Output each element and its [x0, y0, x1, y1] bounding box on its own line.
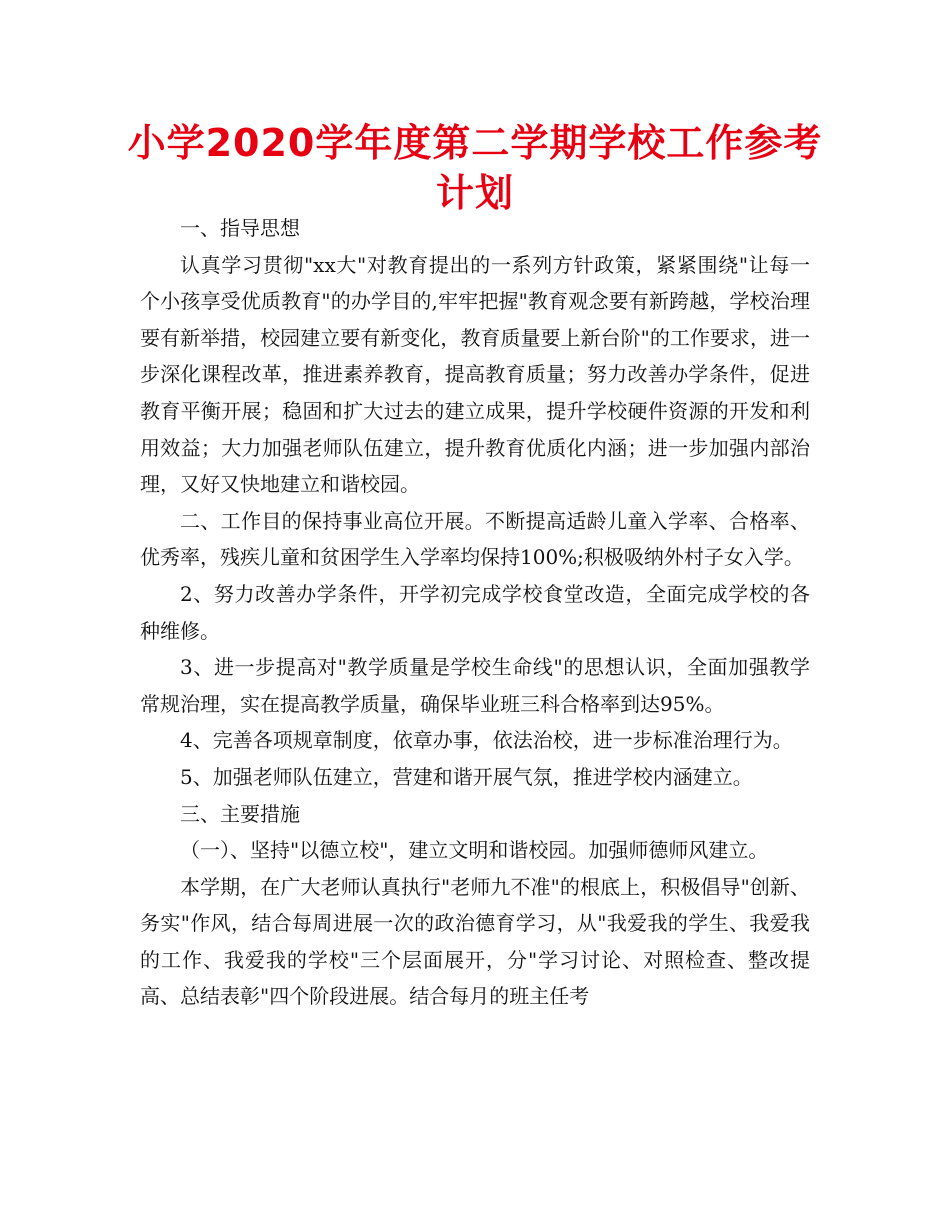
paragraph-work-goal: 二、工作目的保持事业高位开展。不断提高适龄儿童入学率、合格率、优秀率，残疾儿童和贫困学生入学率均保持100%;积极吸纳外村子女入学。 [140, 508, 810, 570]
paragraph-goal-3: 3、进一步提高对"教学质量是学校生命线"的思想认识，全面加强教学常规治理，实在提高教学质量，确保毕业班三科合格率到达95%。 [140, 655, 810, 716]
document-body [140, 210, 810, 1015]
section-heading-main-measures: 三、主要措施 [180, 801, 300, 826]
paragraph-goal-4: 4、完善各项规章制度，依章办事，依法治校，进一步标准治理行为。 [180, 728, 793, 753]
document-title: 小学2020学年度第二学期学校工作参考计划 [127, 121, 823, 215]
section-heading-guiding-thought: 一、指导思想 [180, 216, 300, 240]
paragraph-guiding-thought: 认真学习贯彻"xx大"对教育提出的一系列方针政策，紧紧围绕"让每一个小孩享受优质教育"的办学目的,牢牢把握"教育观念要有新跨越，学校治理要有新举措，校园建立要有新变化，教育质量要上新台阶"的工作要求，进一步深化课程改革，推进素养教育，提高教育质量；努力改善办学条件，促进教育平衡开展；稳固和扩大过去的建立成果，提升学校硬件资源的开发和利用效益；大力加强老师队伍建立，提升教育优质化内涵；进一步加强内部治理，又好又快地建立和谐校园。 [140, 252, 810, 497]
paragraph-this-semester: 本学期，在广大老师认真执行"老师九不准"的根底上，积极倡导"创新、务实"作风，结合每周进展一次的政治德育学习，从"我爱我的学生、我爱我的工作、我爱我的学校"三个层面展开，分"学习讨论、对照检查、整改提高、总结表彰"四个阶段进展。结合每月的班主任考 [140, 874, 810, 1009]
paragraph-measure-1: （一）、坚持"以德立校"，建立文明和谐校园。加强师德师风建立。 [180, 838, 769, 863]
paragraph-goal-2: 2、努力改善办学条件，开学初完成学校食堂改造，全面完成学校的各种维修。 [140, 581, 810, 643]
paragraph-goal-5: 5、加强老师队伍建立，营建和谐开展气氛，推进学校内涵建立。 [180, 764, 753, 789]
